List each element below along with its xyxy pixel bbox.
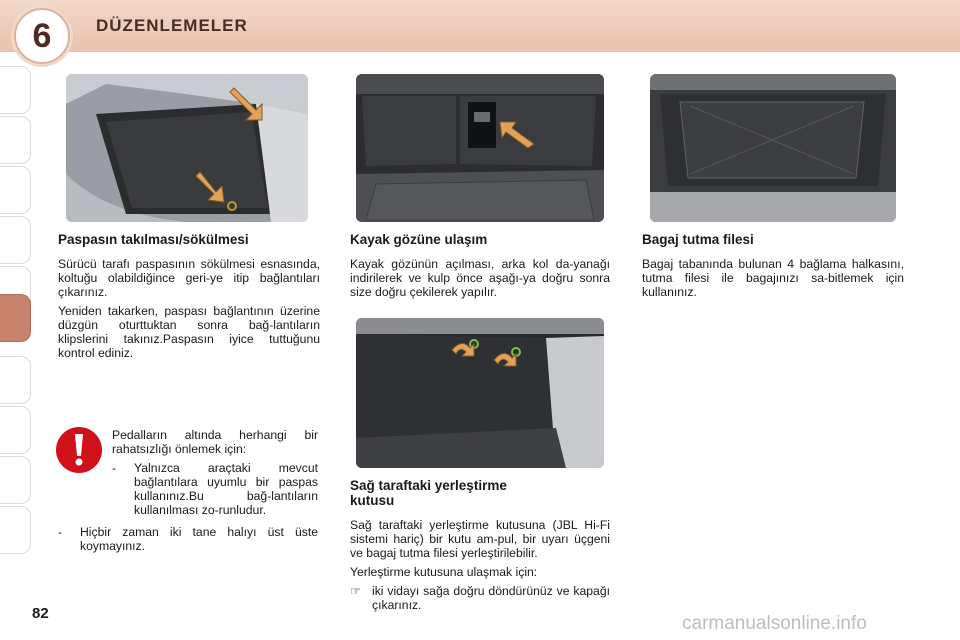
warning-extra-block — [58, 525, 318, 556]
chapter-tab-2[interactable] — [0, 116, 31, 164]
storage-box-step — [350, 584, 610, 612]
page-number: 82 — [32, 605, 49, 622]
chapter-title: DÜZENLEMELER — [96, 16, 248, 35]
floor-mat-paragraph-1: Sürücü tarafı paspasının sökülmesi esnasında, koltuğu olabildiğince geri-ye itip bağlantıları çıkarınız. — [58, 257, 320, 299]
storage-box-paragraph-1: Sağ taraftaki yerleştirme kutusuna (JBL Hi-Fi sistemi hariç) bir kutu am-pul, bir uyarı üçgeni ve bagaj tutma filesi yerleştirilebilir. — [350, 518, 610, 560]
chapter-tabs — [0, 66, 34, 586]
floor-mat-photo — [66, 74, 308, 222]
floor-mat-section — [58, 232, 320, 365]
chapter-number-badge — [14, 8, 70, 64]
boot-net-section — [642, 232, 904, 304]
chapter-tab-7[interactable] — [0, 356, 31, 404]
chapter-tab-4[interactable] — [0, 216, 31, 264]
chapter-tab-9[interactable] — [0, 456, 31, 504]
warning-item-mark: - — [112, 461, 117, 475]
storage-box-steps — [350, 584, 610, 612]
chapter-tab-8[interactable] — [0, 406, 31, 454]
chapter-tab-1[interactable] — [0, 66, 31, 114]
pointing-hand-icon: ☞ — [350, 584, 361, 598]
storage-box-title: Sağ taraftaki yerleştirme kutusu — [350, 478, 507, 508]
warning-exclamation-icon — [56, 427, 102, 473]
warning-item — [112, 461, 318, 517]
warning-item — [58, 525, 318, 553]
ski-hatch-photo — [356, 74, 604, 222]
storage-box-photo — [356, 318, 604, 468]
floor-mat-title: Paspasın takılması/sökülmesi — [58, 232, 249, 247]
chapter-number: 6 — [32, 16, 52, 55]
warning-intro: Pedalların altında herhangi bir rahatsızlığı önlemek için: — [112, 428, 318, 456]
chapter-tab-3[interactable] — [0, 166, 31, 214]
warning-list — [112, 461, 318, 517]
boot-net-title: Bagaj tutma filesi — [642, 232, 754, 247]
chapter-tab-10[interactable] — [0, 506, 31, 554]
warning-list-2 — [58, 525, 318, 553]
watermark: carmanualsonline.info — [682, 613, 867, 634]
ski-hatch-title: Kayak gözüne ulaşım — [350, 232, 488, 247]
boot-net-paragraph: Bagaj tabanında bulunan 4 bağlama halkasını, tutma filesi ile bagajınızı sa-bitlemek için kullanınız. — [642, 257, 904, 299]
warning-intro-block — [112, 428, 318, 520]
warning-item-text: Yalnızca araçtaki mevcut bağlantılara uyumlu bir paspas kullanınız.Bu bağ-lantıların kullanılması zo-runludur. — [134, 461, 318, 517]
storage-box-section — [350, 478, 610, 615]
storage-box-step-text: iki vidayı sağa doğru döndürünüz ve kapağı çıkarınız. — [372, 584, 610, 612]
ski-hatch-paragraph: Kayak gözünün açılması, arka kol da-yanağı indirilerek ve kulp önce aşağı-ya doğru sonra size doğru çekilerek yapılır. — [350, 257, 610, 299]
floor-mat-paragraph-2: Yeniden takarken, paspası bağlantının üzerine düzgün oturttuktan sonra bağ-lantıların klipslerini takınız.Paspasın iyice tuttuğunu kontrol ediniz. — [58, 304, 320, 360]
storage-box-paragraph-2: Yerleştirme kutusuna ulaşmak için: — [350, 565, 538, 579]
warning-item-text: Hiçbir zaman iki tane halıyı üst üste koymayınız. — [80, 525, 318, 553]
warning-item-mark: - — [58, 525, 63, 539]
chapter-tab-6-active[interactable] — [0, 294, 31, 342]
ski-hatch-section — [350, 232, 610, 304]
boot-net-photo — [650, 74, 896, 222]
